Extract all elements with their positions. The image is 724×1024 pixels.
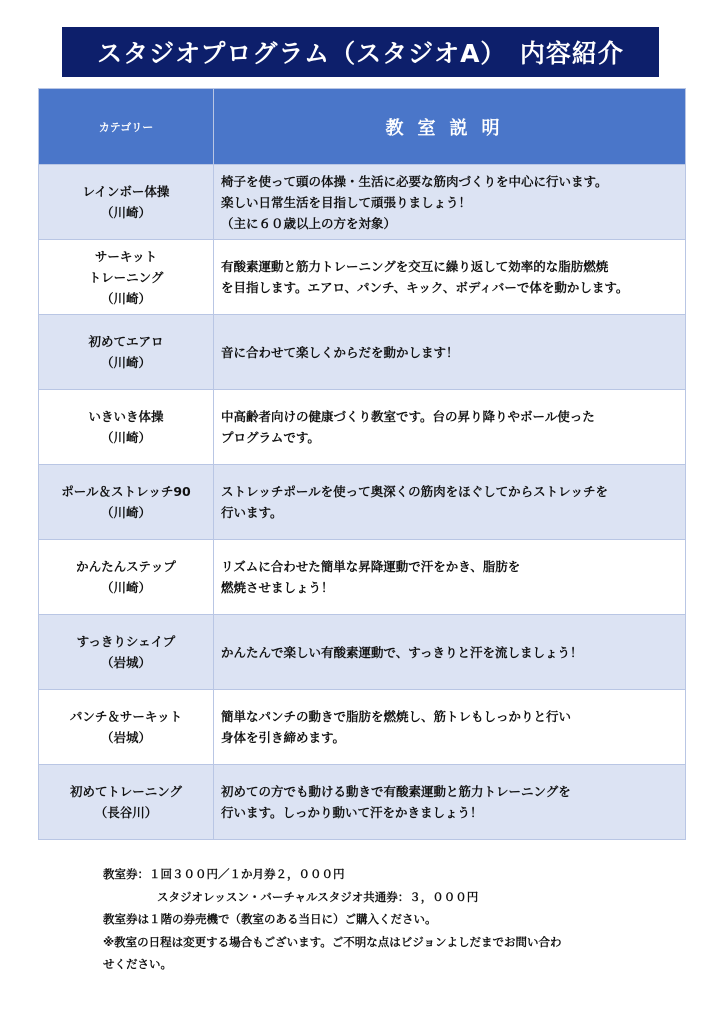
program-description: 中高齢者向けの健康づくり教室です。台の昇り降りやボール使った プログラムです。 (214, 390, 686, 465)
table-row (39, 315, 686, 390)
table-row (39, 390, 686, 465)
program-name: ポール＆ストレッチ90 （川崎） (39, 465, 214, 540)
table-row (39, 465, 686, 540)
program-description: 有酸素運動と筋力トレーニングを交互に繰り返して効率的な脂肪燃焼 を目指します。エアロ、パンチ、キック、ボディバーで体を動かします。 (214, 240, 686, 315)
description-header: 教室説明 (214, 89, 686, 165)
program-name: レインボー体操 （川崎） (39, 165, 214, 240)
program-name: サーキット トレーニング （川崎） (39, 240, 214, 315)
category-header: カテゴリー (39, 89, 214, 165)
program-name: 初めてトレーニング （長谷川） (39, 765, 214, 840)
table-row (39, 765, 686, 840)
program-description: ストレッチポールを使って奥深くの筋肉をほぐしてからストレッチを 行います。 (214, 465, 686, 540)
program-name: パンチ＆サーキット （岩城） (39, 690, 214, 765)
table-row (39, 540, 686, 615)
table-header-row (39, 89, 686, 165)
table-row (39, 240, 686, 315)
schedule-note-continued: せください。 (103, 957, 172, 971)
program-name: すっきりシェイプ （岩城） (39, 615, 214, 690)
notes-section (103, 863, 663, 976)
purchase-note: 教室券は１階の券売機で（教室のある当日に）ご購入ください。 (103, 912, 437, 926)
common-ticket-note: スタジオレッスン・バーチャルスタジオ共通券：３，０００円 (157, 889, 479, 904)
program-name: かんたんステップ （川崎） (39, 540, 214, 615)
program-description: 初めての方でも動ける動きで有酸素運動と筋力トレーニングを 行います。しっかり動いて汗をかきましょう！ (214, 765, 686, 840)
table-row (39, 615, 686, 690)
program-name: 初めてエアロ （川崎） (39, 315, 214, 390)
page-title: スタジオプログラム（スタジオA） 内容紹介 (62, 27, 659, 77)
program-description: 椅子を使って頭の体操・生活に必要な筋肉づくりを中心に行います。 楽しい日常生活を目指して頑張りましょう！ （主に６０歳以上の方を対象） (214, 165, 686, 240)
program-table (38, 88, 686, 840)
program-description: 音に合わせて楽しくからだを動かします！ (214, 315, 686, 390)
schedule-note: ※教室の日程は変更する場合もございます。ご不明な点はビジョンよしだまでお問い合わ (103, 934, 562, 949)
program-description: リズムに合わせた簡単な昇降運動で汗をかき、脂肪を 燃焼させましょう！ (214, 540, 686, 615)
table-row (39, 165, 686, 240)
program-description: 簡単なパンチの動きで脂肪を燃焼し、筋トレもしっかりと行い 身体を引き締めます。 (214, 690, 686, 765)
ticket-price-note: 教室券：１回３００円／１か月券２，０００円 (103, 867, 345, 881)
table-row (39, 690, 686, 765)
program-description: かんたんで楽しい有酸素運動で、すっきりと汗を流しましょう！ (214, 615, 686, 690)
program-name: いきいき体操 （川崎） (39, 390, 214, 465)
